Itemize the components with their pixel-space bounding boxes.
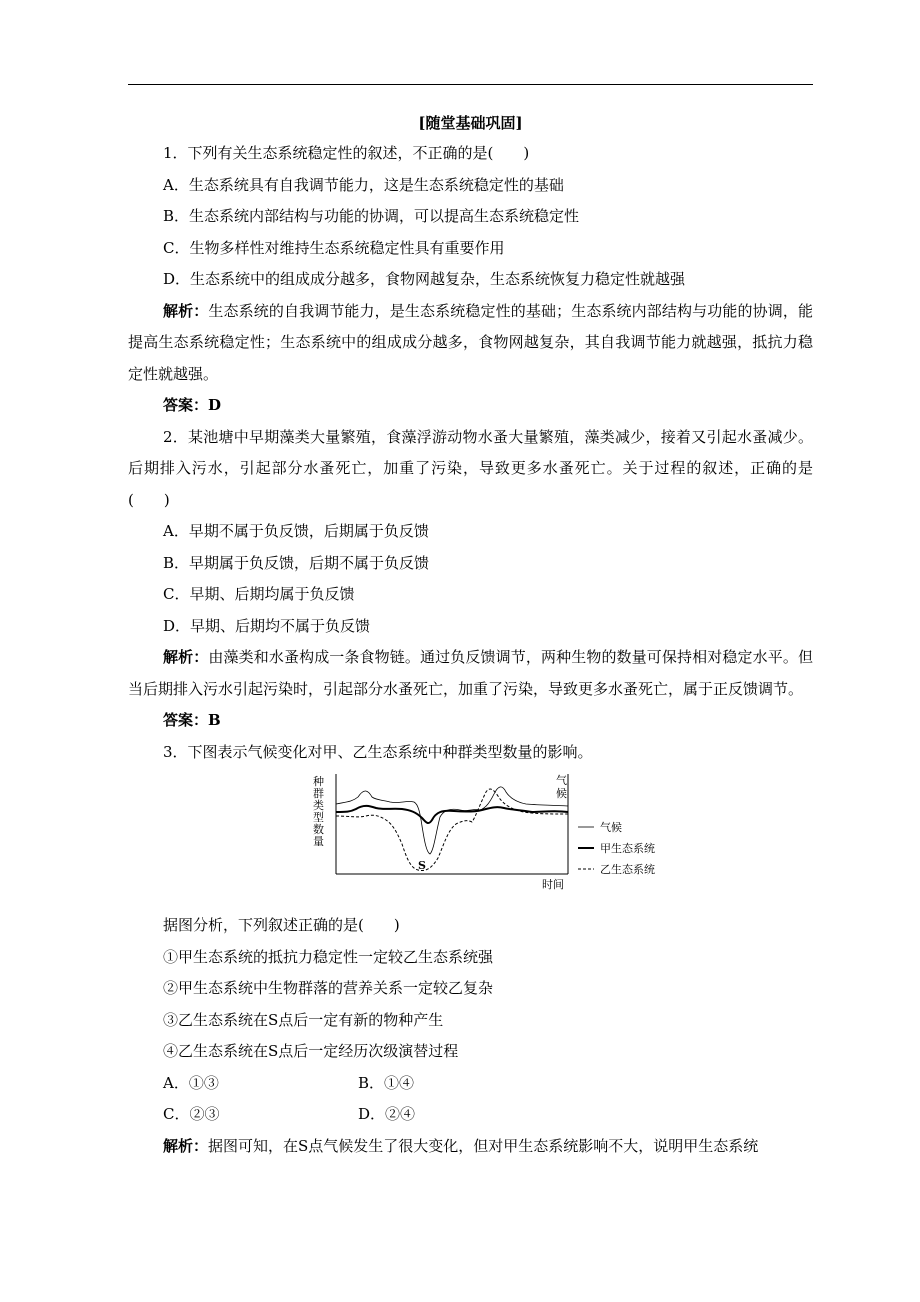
answer [128, 705, 813, 737]
y-label-left: 种群类型数量 [313, 775, 324, 848]
analysis-text: 生态系统的自我调节能力，是生态系统稳定性的基础；生态系统内部结构与功能的协调，能提高生态系统稳定性；生态系统中的组成成分越多，食物网越复杂，其自我调节能力就越强，抵抗力稳定性就越强。 [128, 301, 813, 383]
question-2 [128, 422, 813, 737]
question-3 [128, 737, 813, 1163]
climate-chart [310, 772, 670, 902]
answer-label: 答案： [163, 711, 209, 729]
analysis-label: 解析： [163, 301, 209, 320]
answer [128, 390, 813, 422]
option-b: B．①④ [358, 1073, 415, 1092]
legend-climate-label: 气候 [600, 821, 622, 834]
statement-2: ②甲生态系统中生物群落的营养关系一定较乙复杂 [163, 979, 494, 997]
y-label-right: 气候 [556, 774, 567, 800]
analysis-label: 解析： [163, 648, 209, 666]
section-title: [随堂基础巩固] [418, 114, 523, 132]
statement-4: ④乙生态系统在S点后一定经历次级演替过程 [163, 1042, 459, 1060]
climate-line [336, 787, 568, 854]
question-stem: 2．某池塘中早期藻类大量繁殖，食藻浮游动物水蚤大量繁殖，藻类减少，接着又引起水蚤减少。后期排入污水，引起部分水蚤死亡，加重了污染，导致更多水蚤死亡。关于过程的叙述，正确的是( ) [128, 427, 813, 509]
question-prompt: 据图分析，下列叙述正确的是( ) [163, 916, 400, 934]
ecosystem-b-line [336, 789, 568, 870]
header-rule [128, 84, 813, 85]
question-stem: 3．下图表示气候变化对甲、乙生态系统中种群类型数量的影响。 [163, 742, 593, 761]
point-s-label: S [418, 859, 426, 872]
analysis [128, 296, 813, 391]
statement-3: ③乙生态系统在S点后一定有新的物种产生 [163, 1010, 444, 1029]
options-row-2 [128, 1099, 813, 1131]
answer-value: B [208, 711, 221, 729]
document-page [128, 108, 813, 1162]
x-label: 时间 [542, 878, 564, 891]
option-c: C．②③ [163, 1105, 220, 1123]
option-b: B．早期属于负反馈，后期不属于负反馈 [163, 553, 430, 572]
answer-label: 答案： [163, 396, 209, 414]
option-a: A．生态系统具有自我调节能力，这是生态系统稳定性的基础 [163, 175, 564, 194]
option-d: D．②④ [358, 1105, 416, 1123]
option-b: B．生态系统内部结构与功能的协调，可以提高生态系统稳定性 [163, 207, 580, 225]
option-c: C．生物多样性对维持生态系统稳定性具有重要作用 [163, 238, 505, 257]
option-c: C．早期、后期均属于负反馈 [163, 585, 355, 603]
legend-ecosystem-a-label: 甲生态系统 [600, 842, 655, 855]
climate-figure [128, 768, 813, 910]
ecosystem-a-line [336, 806, 568, 823]
analysis [128, 642, 813, 705]
analysis-text: 由藻类和水蚤构成一条食物链。通过负反馈调节，两种生物的数量可保持相对稳定水平。但当后期排入污水引起污染时，引起部分水蚤死亡，加重了污染，导致更多水蚤死亡，属于正反馈调节。 [128, 648, 813, 698]
option-d: D．早期、后期均不属于负反馈 [163, 616, 371, 635]
analysis-label: 解析： [163, 1136, 209, 1155]
analysis [128, 1131, 813, 1163]
option-a: A．早期不属于负反馈，后期属于负反馈 [163, 522, 429, 540]
analysis-text: 据图可知，在S点气候发生了很大变化，但对甲生态系统影响不大，说明甲生态系统 [208, 1136, 759, 1155]
option-d: D．生态系统中的组成成分越多，食物网越复杂，生态系统恢复力稳定性就越强 [163, 270, 686, 288]
legend-ecosystem-b-label: 乙生态系统 [600, 863, 655, 876]
answer-value: D [208, 396, 222, 414]
question-stem: 1．下列有关生态系统稳定性的叙述，不正确的是( ) [163, 144, 530, 162]
statement-1: ①甲生态系统的抵抗力稳定性一定较乙生态系统强 [163, 947, 494, 966]
option-a: A．①③ [163, 1073, 219, 1092]
options-row-1 [128, 1068, 813, 1100]
question-1 [128, 138, 813, 422]
